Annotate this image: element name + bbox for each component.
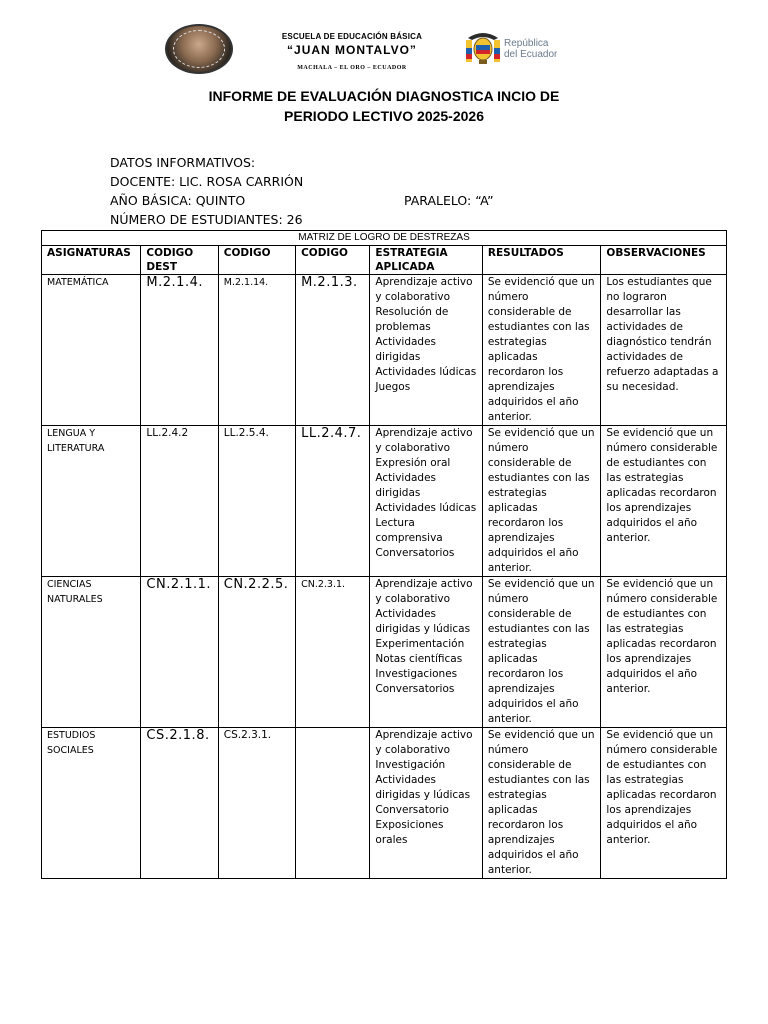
code-cell: LL.2.4.7. <box>296 426 370 577</box>
results-cell: Se evidenció que un número considerable de estudiantes con las estrategias aplicadas recordaron los aprendizajes adquiridos el año anterior. <box>482 728 601 879</box>
strategy-cell <box>370 728 482 879</box>
subject-cell: CIENCIAS NATURALES <box>42 577 141 728</box>
strategy-item: Investigación <box>375 759 446 771</box>
strategy-item: Actividades dirigidas y lúdicas <box>375 608 471 635</box>
strategy-item: Actividades dirigidas <box>375 336 437 363</box>
strategy-item: Investigaciones <box>375 668 458 680</box>
school-type: ESCUELA DE EDUCACIÓN BÁSICA <box>281 32 423 41</box>
code-cell: LL.2.4.2 <box>141 426 218 577</box>
table-row <box>42 577 727 728</box>
code-cell <box>296 728 370 879</box>
strategy-cell <box>370 275 482 426</box>
table-row <box>42 426 727 577</box>
info-grade: AÑO BÁSICA: QUINTO <box>110 193 246 208</box>
document-title <box>0 86 768 126</box>
code-cell: CN.2.2.5. <box>218 577 295 728</box>
code-cell: CS.2.1.8. <box>141 728 218 879</box>
ecuador-shield-icon <box>464 30 502 66</box>
ecuador-line1: República <box>504 38 549 49</box>
strategy-item: Juegos <box>375 381 411 393</box>
header-results: RESULTADOS <box>482 246 601 275</box>
results-cell: Se evidenció que un número considerable de estudiantes con las estrategias aplicadas recordaron los aprendizajes adquiridos el año anterior. <box>482 577 601 728</box>
title-line-1: INFORME DE EVALUACIÓN DIAGNOSTICA INCIO DE <box>208 88 560 104</box>
code-cell: M.2.1.14. <box>218 275 295 426</box>
strategy-cell <box>370 577 482 728</box>
observations-cell: Se evidenció que un número considerable de estudiantes con las estrategias aplicadas recordaron los aprendizajes adquiridos el año anterior. <box>601 426 727 577</box>
table-row <box>42 275 727 426</box>
strategy-item: Conversatorio <box>375 804 449 816</box>
strategy-item: Exposiciones orales <box>375 819 444 846</box>
results-cell: Se evidenció que un número considerable de estudiantes con las estrategias aplicadas recordaron los aprendizajes adquiridos el año anterior. <box>482 426 601 577</box>
code-cell: CS.2.3.1. <box>218 728 295 879</box>
code-cell: CN.2.1.1. <box>141 577 218 728</box>
strategy-item: Conversatorios <box>375 547 455 559</box>
school-location: MACHALA – EL ORO – ECUADOR <box>297 65 407 71</box>
results-cell: Se evidenció que un número considerable de estudiantes con las estrategias aplicadas recordaron los aprendizajes adquiridos el año anterior. <box>482 275 601 426</box>
document-header <box>0 0 768 80</box>
strategy-item: Actividades dirigidas y lúdicas <box>375 774 471 801</box>
code-cell: LL.2.5.4. <box>218 426 295 577</box>
strategy-item: Resolución de problemas <box>375 306 449 333</box>
strategy-item: Aprendizaje activo y colaborativo <box>375 427 473 454</box>
header-subjects: ASIGNATURAS <box>42 246 141 275</box>
ecuador-logo <box>460 28 572 70</box>
strategy-item: Expresión oral <box>375 457 451 469</box>
school-name-block <box>262 32 442 71</box>
header-strategy: ESTRATEGIA APLICADA <box>370 246 482 275</box>
strategy-cell <box>370 426 482 577</box>
strategy-item: Experimentación <box>375 638 465 650</box>
info-heading: DATOS INFORMATIVOS: <box>110 155 256 170</box>
strategy-item: Lectura comprensiva <box>375 517 443 544</box>
subject-cell: LENGUA Y LITERATURA <box>42 426 141 577</box>
school-seal-image <box>165 24 233 74</box>
header-code-3: CODIGO <box>296 246 370 275</box>
code-cell: M.2.1.4. <box>141 275 218 426</box>
matrix-title: MATRIZ DE LOGRO DE DESTREZAS <box>42 231 727 246</box>
matrix-title-row <box>42 231 727 246</box>
code-cell: M.2.1.3. <box>296 275 370 426</box>
info-parallel: PARALELO: “A” <box>404 193 494 208</box>
observations-cell: Los estudiantes que no lograron desarrollar las actividades de diagnóstico tendrán actividades de refuerzo adaptadas a su necesidad. <box>601 275 727 426</box>
title-line-2: PERIODO LECTIVO 2025-2026 <box>284 108 484 124</box>
header-observations: OBSERVACIONES <box>601 246 727 275</box>
strategy-item: Aprendizaje activo y colaborativo <box>375 729 473 756</box>
observations-cell: Se evidenció que un número considerable de estudiantes con las estrategias aplicadas recordaron los aprendizajes adquiridos el año anterior. <box>601 728 727 879</box>
matrix-header-row <box>42 246 727 275</box>
subject-cell: MATEMÁTICA <box>42 275 141 426</box>
school-name: “JUAN MONTALVO” <box>287 43 417 57</box>
subject-cell: ESTUDIOS SOCIALES <box>42 728 141 879</box>
ecuador-line2: del Ecuador <box>504 49 558 60</box>
strategy-item: Actividades lúdicas <box>375 366 477 378</box>
header-code-2: CODIGO <box>218 246 295 275</box>
info-students: NÚMERO DE ESTUDIANTES: 26 <box>110 212 303 227</box>
ecuador-text <box>504 38 557 60</box>
strategy-item: Actividades dirigidas <box>375 472 437 499</box>
code-cell: CN.2.3.1. <box>296 577 370 728</box>
observations-cell: Se evidenció que un número considerable de estudiantes con las estrategias aplicadas recordaron los aprendizajes adquiridos el año anterior. <box>601 577 727 728</box>
skills-matrix-table <box>41 230 727 879</box>
strategy-item: Aprendizaje activo y colaborativo <box>375 578 473 605</box>
table-row <box>42 728 727 879</box>
strategy-item: Conversatorios <box>375 683 455 695</box>
info-teacher: DOCENTE: LIC. ROSA CARRIÓN <box>110 174 304 189</box>
strategy-item: Notas científicas <box>375 653 463 665</box>
strategy-item: Aprendizaje activo y colaborativo <box>375 276 473 303</box>
header-code-dest: CODIGO DEST <box>141 246 218 275</box>
strategy-item: Actividades lúdicas <box>375 502 477 514</box>
